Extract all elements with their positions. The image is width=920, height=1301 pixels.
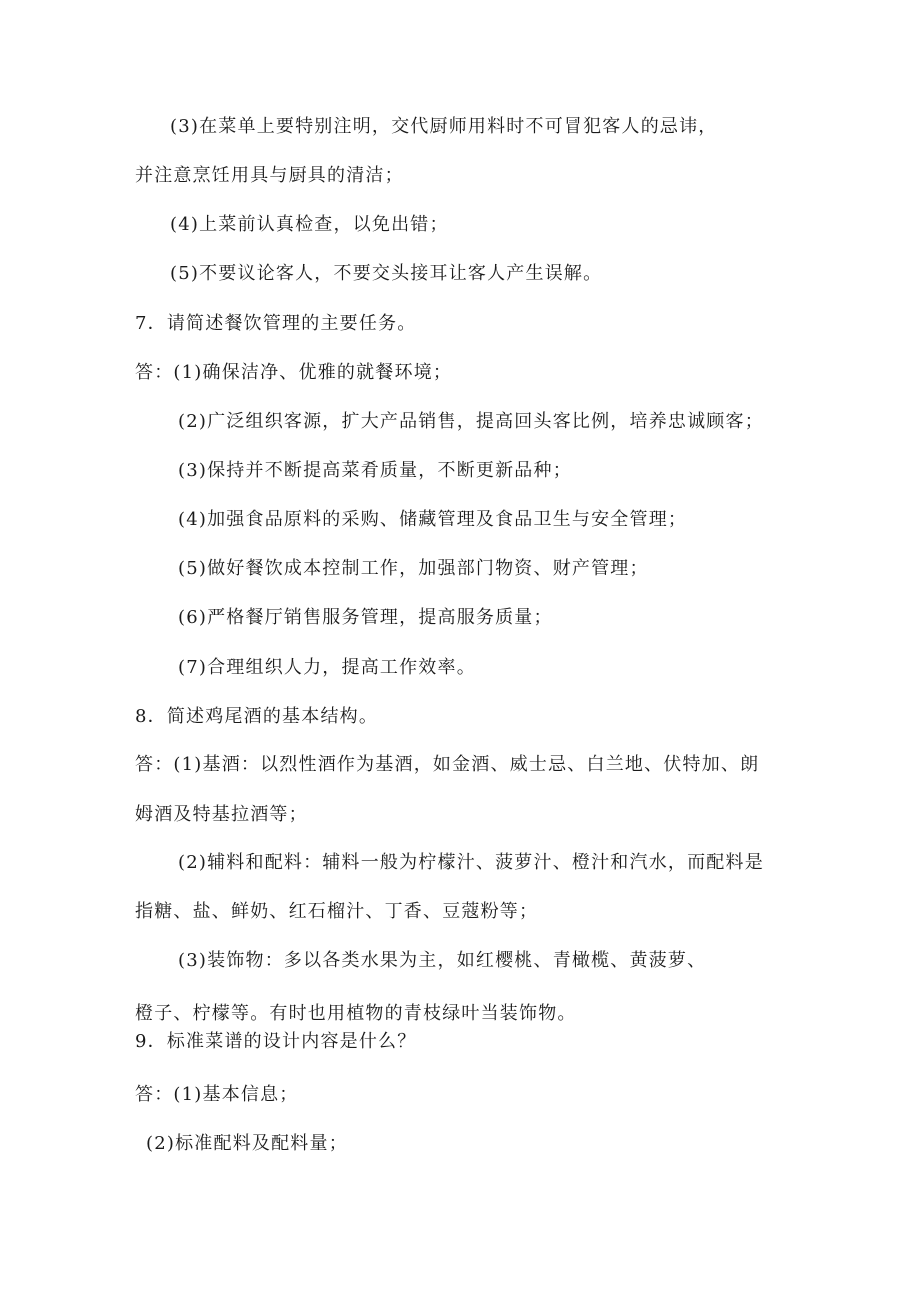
- question-heading: 8．简述鸡尾酒的基本结构。: [135, 706, 379, 727]
- question-heading: 9．标准菜谱的设计内容是什么？: [135, 1031, 417, 1052]
- answer-line: 答：(1)确保洁净、优雅的就餐环境；: [135, 362, 453, 383]
- text-line: 并注意烹饪用具与厨具的清洁；: [135, 165, 404, 186]
- text-line: (3)保持并不断提高菜肴质量，不断更新品种；: [178, 460, 572, 481]
- text-line: (3)在菜单上要特别注明，交代厨师用料时不可冒犯客人的忌讳，: [170, 116, 718, 137]
- text-line: (4)加强食品原料的采购、储藏管理及食品卫生与安全管理；: [178, 509, 688, 530]
- text-line: (6)严格餐厅销售服务管理，提高服务质量；: [178, 607, 553, 628]
- answer-line: 答：(1)基酒：以烈性酒作为基酒，如金酒、威士忌、白兰地、伏特加、朗: [135, 754, 760, 775]
- question-heading: 7．请简述餐饮管理的主要任务。: [135, 313, 417, 334]
- answer-line: 答：(1)基本信息；: [135, 1084, 299, 1105]
- text-line: 姆酒及特基拉酒等；: [135, 804, 308, 825]
- text-line: (2)辅料和配料：辅料一般为柠檬汁、菠萝汁、橙汁和汽水，而配料是: [178, 852, 764, 873]
- text-line: (5)做好餐饮成本控制工作，加强部门物资、财产管理；: [178, 558, 649, 579]
- text-line: 指糖、盐、鲜奶、红石榴汁、丁香、豆蔻粉等；: [135, 901, 539, 922]
- text-line: (5)不要议论客人，不要交头接耳让客人产生误解。: [170, 263, 603, 284]
- text-line: (4)上菜前认真检查，以免出错；: [170, 214, 449, 235]
- text-line: (7)合理组织人力，提高工作效率。: [178, 657, 476, 678]
- text-line: (2)广泛组织客源，扩大产品销售，提高回头客比例，培养忠诚顾客；: [178, 411, 764, 432]
- text-line: 橙子、柠檬等。有时也用植物的青枝绿叶当装饰物。: [135, 1003, 577, 1024]
- text-line: (3)装饰物：多以各类水果为主，如红樱桃、青橄榄、黄菠萝、: [178, 950, 707, 971]
- text-line: (2)标准配料及配料量；: [146, 1133, 348, 1154]
